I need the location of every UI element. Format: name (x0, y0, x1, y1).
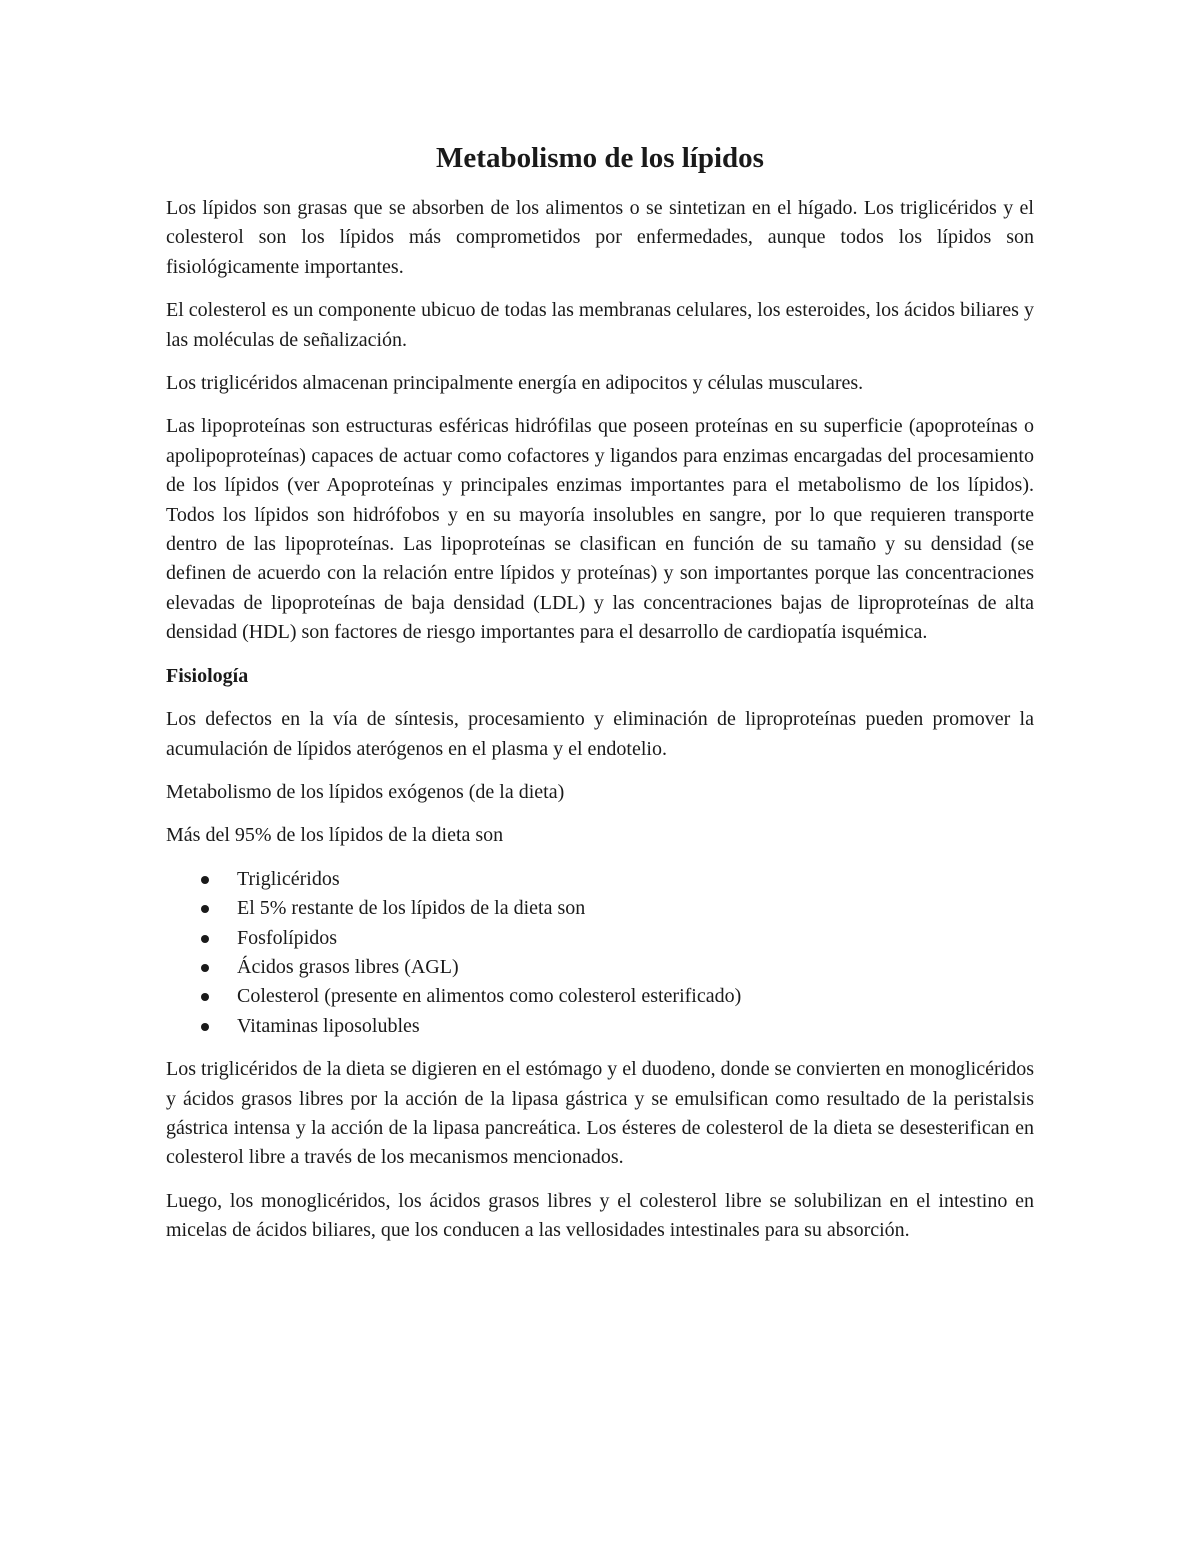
list-item-text: El 5% restante de los lípidos de la dieta son (237, 897, 586, 920)
bullet-icon (201, 964, 209, 972)
list-item (166, 1012, 1034, 1041)
intro-paragraph-1: Los lípidos son grasas que se absorben de los alimentos o se sintetizan en el hígado. Los triglicéridos y el colesterol son los lípidos más comprometidos por enfermedades, aunque todos los lípidos son fisiológicamente importantes. (166, 197, 1034, 278)
closing-paragraph-1: Los triglicéridos de la dieta se digieren en el estómago y el duodeno, donde se convierten en monoglicéridos y ácidos grasos libres por la acción de la lipasa gástrica y se emulsifican como resultado de la peristalsis gástrica intensa y la acción de la lipasa pancreática. Los ésteres de colesterol de la dieta se desesterifican en colesterol libre a través de los mecanismos mencionados. (166, 1058, 1034, 1169)
bullet-icon (201, 993, 209, 1001)
bullet-icon (201, 935, 209, 943)
list-item-text: Triglicéridos (237, 867, 340, 890)
list-item (166, 924, 1034, 953)
intro-paragraph-2: El colesterol es un componente ubicuo de todas las membranas celulares, los esteroides, los ácidos biliares y las moléculas de señalización. (166, 299, 1034, 351)
list-item-text: Ácidos grasos libres (AGL) (237, 955, 459, 978)
list-item-text: Fosfolípidos (237, 926, 338, 949)
list-item-text: Colesterol (presente en alimentos como colesterol esterificado) (237, 985, 742, 1008)
list-item (166, 894, 1034, 923)
intro-paragraph-4: Las lipoproteínas son estructuras esféricas hidrófilas que poseen proteínas en su superficie (apoproteínas o apolipoproteínas) capaces de actuar como cofactores y ligandos para enzimas encargadas del procesamiento de los lípidos (ver Apoproteínas y principales enzimas importantes para el metabolismo de los lípidos). Todos los lípidos son hidrófobos y en su mayoría insolubles en sangre, por lo que requieren transporte dentro de las lipoproteínas. Las lipoproteínas se clasifican en función de su tamaño y su densidad (se definen de acuerdo con la relación entre lípidos y proteínas) y son importantes porque las concentraciones elevadas de lipoproteínas de baja densidad (LDL) y las concentraciones bajas de liproproteínas de alta densidad (HDL) son factores de riesgo importantes para el desarrollo de cardiopatía isquémica. (166, 415, 1034, 644)
section-heading-fisiologia: Fisiología (166, 664, 249, 687)
document-page (166, 136, 1034, 1260)
list-item (166, 865, 1034, 894)
intro-paragraph-3: Los triglicéridos almacenan principalmente energía en adipocitos y células musculares. (166, 372, 864, 395)
bullet-icon (201, 876, 209, 884)
list-item (166, 953, 1034, 982)
closing-paragraph-2: Luego, los monoglicéridos, los ácidos grasos libres y el colesterol libre se solubilizan en el intestino en micelas de ácidos biliares, que los conducen a las vellosidades intestinales para su absorción. (166, 1189, 1034, 1242)
bullet-icon (201, 905, 209, 913)
document-title: Metabolismo de los lípidos (436, 142, 764, 174)
list-item (166, 982, 1034, 1011)
dietary-lipids-list (166, 865, 1034, 1041)
physiology-paragraph-3: Más del 95% de los lípidos de la dieta son (166, 824, 504, 847)
list-item-text: Vitaminas liposolubles (237, 1014, 420, 1037)
physiology-paragraph-1: Los defectos en la vía de síntesis, procesamiento y eliminación de liproproteínas pueden promover la acumulación de lípidos aterógenos en el plasma y el endotelio. (166, 708, 1034, 760)
physiology-paragraph-2: Metabolismo de los lípidos exógenos (de la dieta) (166, 780, 565, 803)
bullet-icon (201, 1023, 209, 1031)
